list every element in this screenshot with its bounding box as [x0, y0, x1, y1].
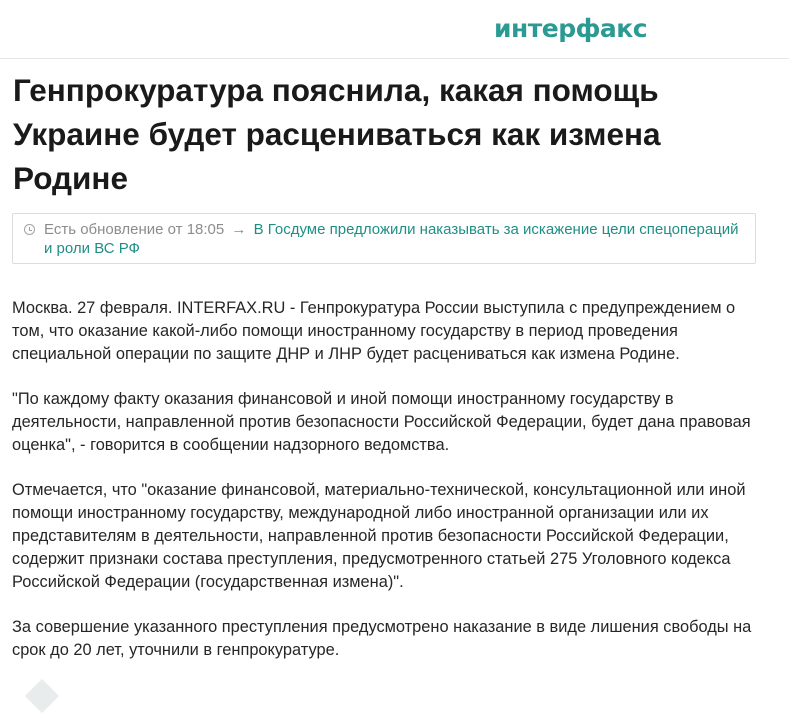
- article-paragraph: "По каждому факту оказания финансовой и иной помощи иностранному государству в деятельности, направленной против безопасности Российской Федерации, будет дана правовая оценка", - говорится в сообщении надзорного ведомства.: [12, 390, 751, 454]
- decorative-diamond: [25, 679, 59, 713]
- update-notice: [12, 213, 756, 264]
- arrow-right-icon: →: [231, 221, 247, 238]
- site-header: [0, 0, 789, 59]
- article-paragraph: Отмечается, что "оказание финансовой, материально-технической, консультационной или иной помощи иностранному государству, международной либо иностранной организации или их представителям в деятельности, направленной против безопасности Российской Федерации, содержит признаки состава преступления, предусмотренного статьей 275 Уголовного кодекса Российской Федерации (государственная измена)".: [12, 481, 746, 591]
- article-paragraph: Москва. 27 февраля. INTERFAX.RU - Генпрокуратура России выступила с предупреждением о том, что оказание какой-либо помощи иностранному государству в период проведения специальной операции по защите ДНР и ЛНР будет расцениваться как измена Родине.: [12, 299, 736, 363]
- update-text: [44, 220, 749, 258]
- update-prefix: Есть обновление от 18:05: [44, 221, 225, 238]
- article-body: [12, 297, 764, 684]
- clock-icon: [24, 224, 35, 235]
- interfax-logo[interactable]: интерфакс: [494, 14, 648, 43]
- article-title: Генпрокуратура пояснила, какая помощь Украине будет расцениваться как измена Родине: [13, 72, 661, 196]
- article-paragraph: За совершение указанного преступления предусмотрено наказание в виде лишения свободы на срок до 20 лет, уточнили в генпрокуратуре.: [12, 618, 752, 659]
- update-link[interactable]: В Госдуме предложили наказывать за искажение цели спецопераций и роли ВС РФ: [44, 221, 739, 257]
